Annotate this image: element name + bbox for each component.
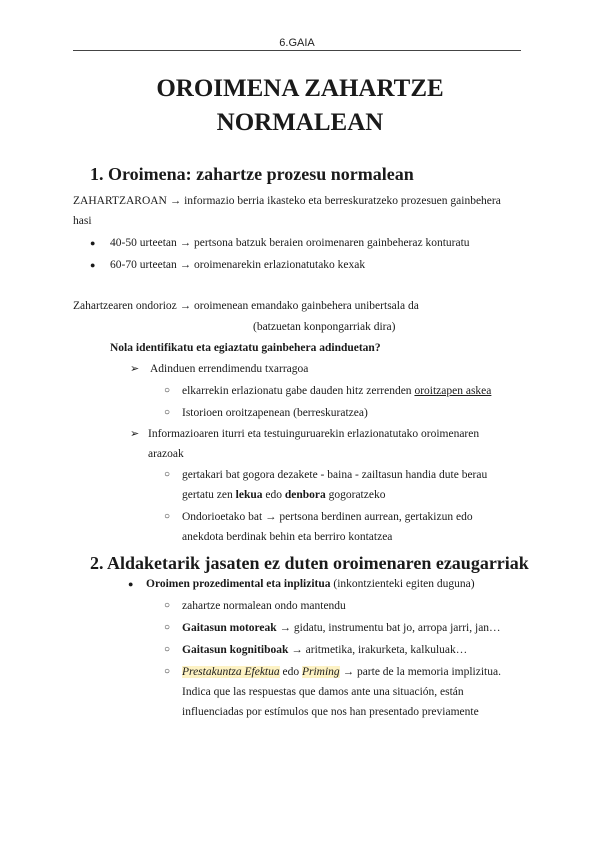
sub-item-text: → aritmetika, irakurketa, kalkuluak… <box>288 644 468 656</box>
sub-item <box>182 383 491 399</box>
sub-item-line-1 <box>182 664 501 680</box>
sub-item-text: → parte de la memoria implizitua. <box>339 666 501 678</box>
title-line-2: NORMALEAN <box>216 109 384 136</box>
page-title <box>0 72 600 140</box>
sub-item-line-2 <box>182 487 385 503</box>
bullet-dot-icon: ● <box>90 260 96 270</box>
consequence-text: Zahartzearen ondorioz → oroimenean emandako gainbehera unibertsala da <box>73 300 419 312</box>
sub-item-text: → gidatu, instrumentu bat jo, arropa jarri, jan… <box>276 622 501 634</box>
list-item: 60-70 urteetan → oroimenarekin erlazionatutako kexak <box>110 259 366 271</box>
circle-bullet-icon: ○ <box>164 644 171 655</box>
circle-bullet-icon: ○ <box>164 385 171 396</box>
section-2-heading: 2. Aldaketarik jasaten ez duten oroimenaren ezaugarriak <box>90 553 529 573</box>
bold-term: Gaitasun motoreak <box>182 622 277 634</box>
page-header <box>73 36 521 51</box>
circle-bullet-icon: ○ <box>164 407 171 418</box>
arrowhead-icon: ➢ <box>130 428 140 440</box>
header-label: 6.GAIA <box>279 37 315 49</box>
list-item-text: (inkontzienteki egiten duguna) <box>330 578 475 590</box>
section-1-heading: 1. Oroimena: zahartze prozesu normalean <box>90 164 414 184</box>
circle-bullet-icon: ○ <box>164 622 171 633</box>
arrow-item-2-line-2: arazoak <box>148 448 184 460</box>
title-line-1: OROIMENA ZAHARTZE <box>156 75 444 102</box>
arrowhead-icon: ➢ <box>130 363 140 375</box>
sub-item-line-1: gertakari bat gogora dezakete - baina - zailtasun handia dute berau <box>182 469 488 481</box>
sub-item-line-2: anekdota berdinak behin eta berriro kontatzea <box>182 531 393 543</box>
list-item: 40-50 urteetan → pertsona batzuk beraien oroimenaren gainbeheraz konturatu <box>110 237 470 249</box>
circle-bullet-icon: ○ <box>164 469 171 480</box>
circle-bullet-icon: ○ <box>164 600 171 611</box>
consequence-note: (batzuetan konpongarriak dira) <box>253 321 396 333</box>
arrow-item-1: Adinduen errendimendu txarragoa <box>150 363 309 375</box>
sub-item <box>182 620 501 636</box>
highlighted-term: Prestakuntza Efektua <box>182 666 280 678</box>
underlined-term: oroitzapen askea <box>414 385 492 397</box>
sub-item-text: gertatu zen <box>182 489 236 501</box>
list-item <box>146 576 475 592</box>
sub-item-line-3: influenciadas por estímulos que nos han presentado previamente <box>182 706 479 718</box>
sub-item <box>182 642 467 658</box>
sub-item: Istorioen oroitzapenean (berreskuratzea) <box>182 407 368 419</box>
bullet-dot-icon: ● <box>128 579 134 589</box>
bold-term-time: denbora <box>284 489 326 501</box>
sub-item-text: gogoratzeko <box>325 489 386 501</box>
sub-item-line-2: Indica que las respuestas que damos ante una situación, están <box>182 686 464 698</box>
intro-line-1: ZAHARTZAROAN → informazio berria ikasteko eta berreskuratzeko prozesuen gainbehera <box>73 195 501 207</box>
question-bold: Nola identifikatu eta egiaztatu gainbehera adinduetan? <box>110 342 381 354</box>
sub-item-text: elkarrekin erlazionatu gabe dauden hitz zerrenden <box>182 385 415 397</box>
circle-bullet-icon: ○ <box>164 511 171 522</box>
highlighted-term: Priming <box>301 666 340 678</box>
sub-item: zahartze normalean ondo mantendu <box>182 600 346 612</box>
bold-term: Gaitasun kognitiboak <box>182 644 289 656</box>
bullet-dot-icon: ● <box>90 238 96 248</box>
sub-item-line-1: Ondorioetako bat → pertsona berdinen aurrean, gertakizun edo <box>182 511 473 523</box>
bold-term-place: lekua <box>235 489 263 501</box>
sub-item-text: edo <box>279 666 302 678</box>
bold-term: Oroimen prozedimental eta inplizitua <box>146 578 331 590</box>
intro-line-2: hasi <box>73 215 92 227</box>
arrow-item-2-line-1: Informazioaren iturri eta testuinguruarekin erlazionatutako oroimenaren <box>148 428 480 440</box>
sub-item-text: edo <box>262 489 285 501</box>
circle-bullet-icon: ○ <box>164 666 171 677</box>
question-text <box>110 340 381 356</box>
